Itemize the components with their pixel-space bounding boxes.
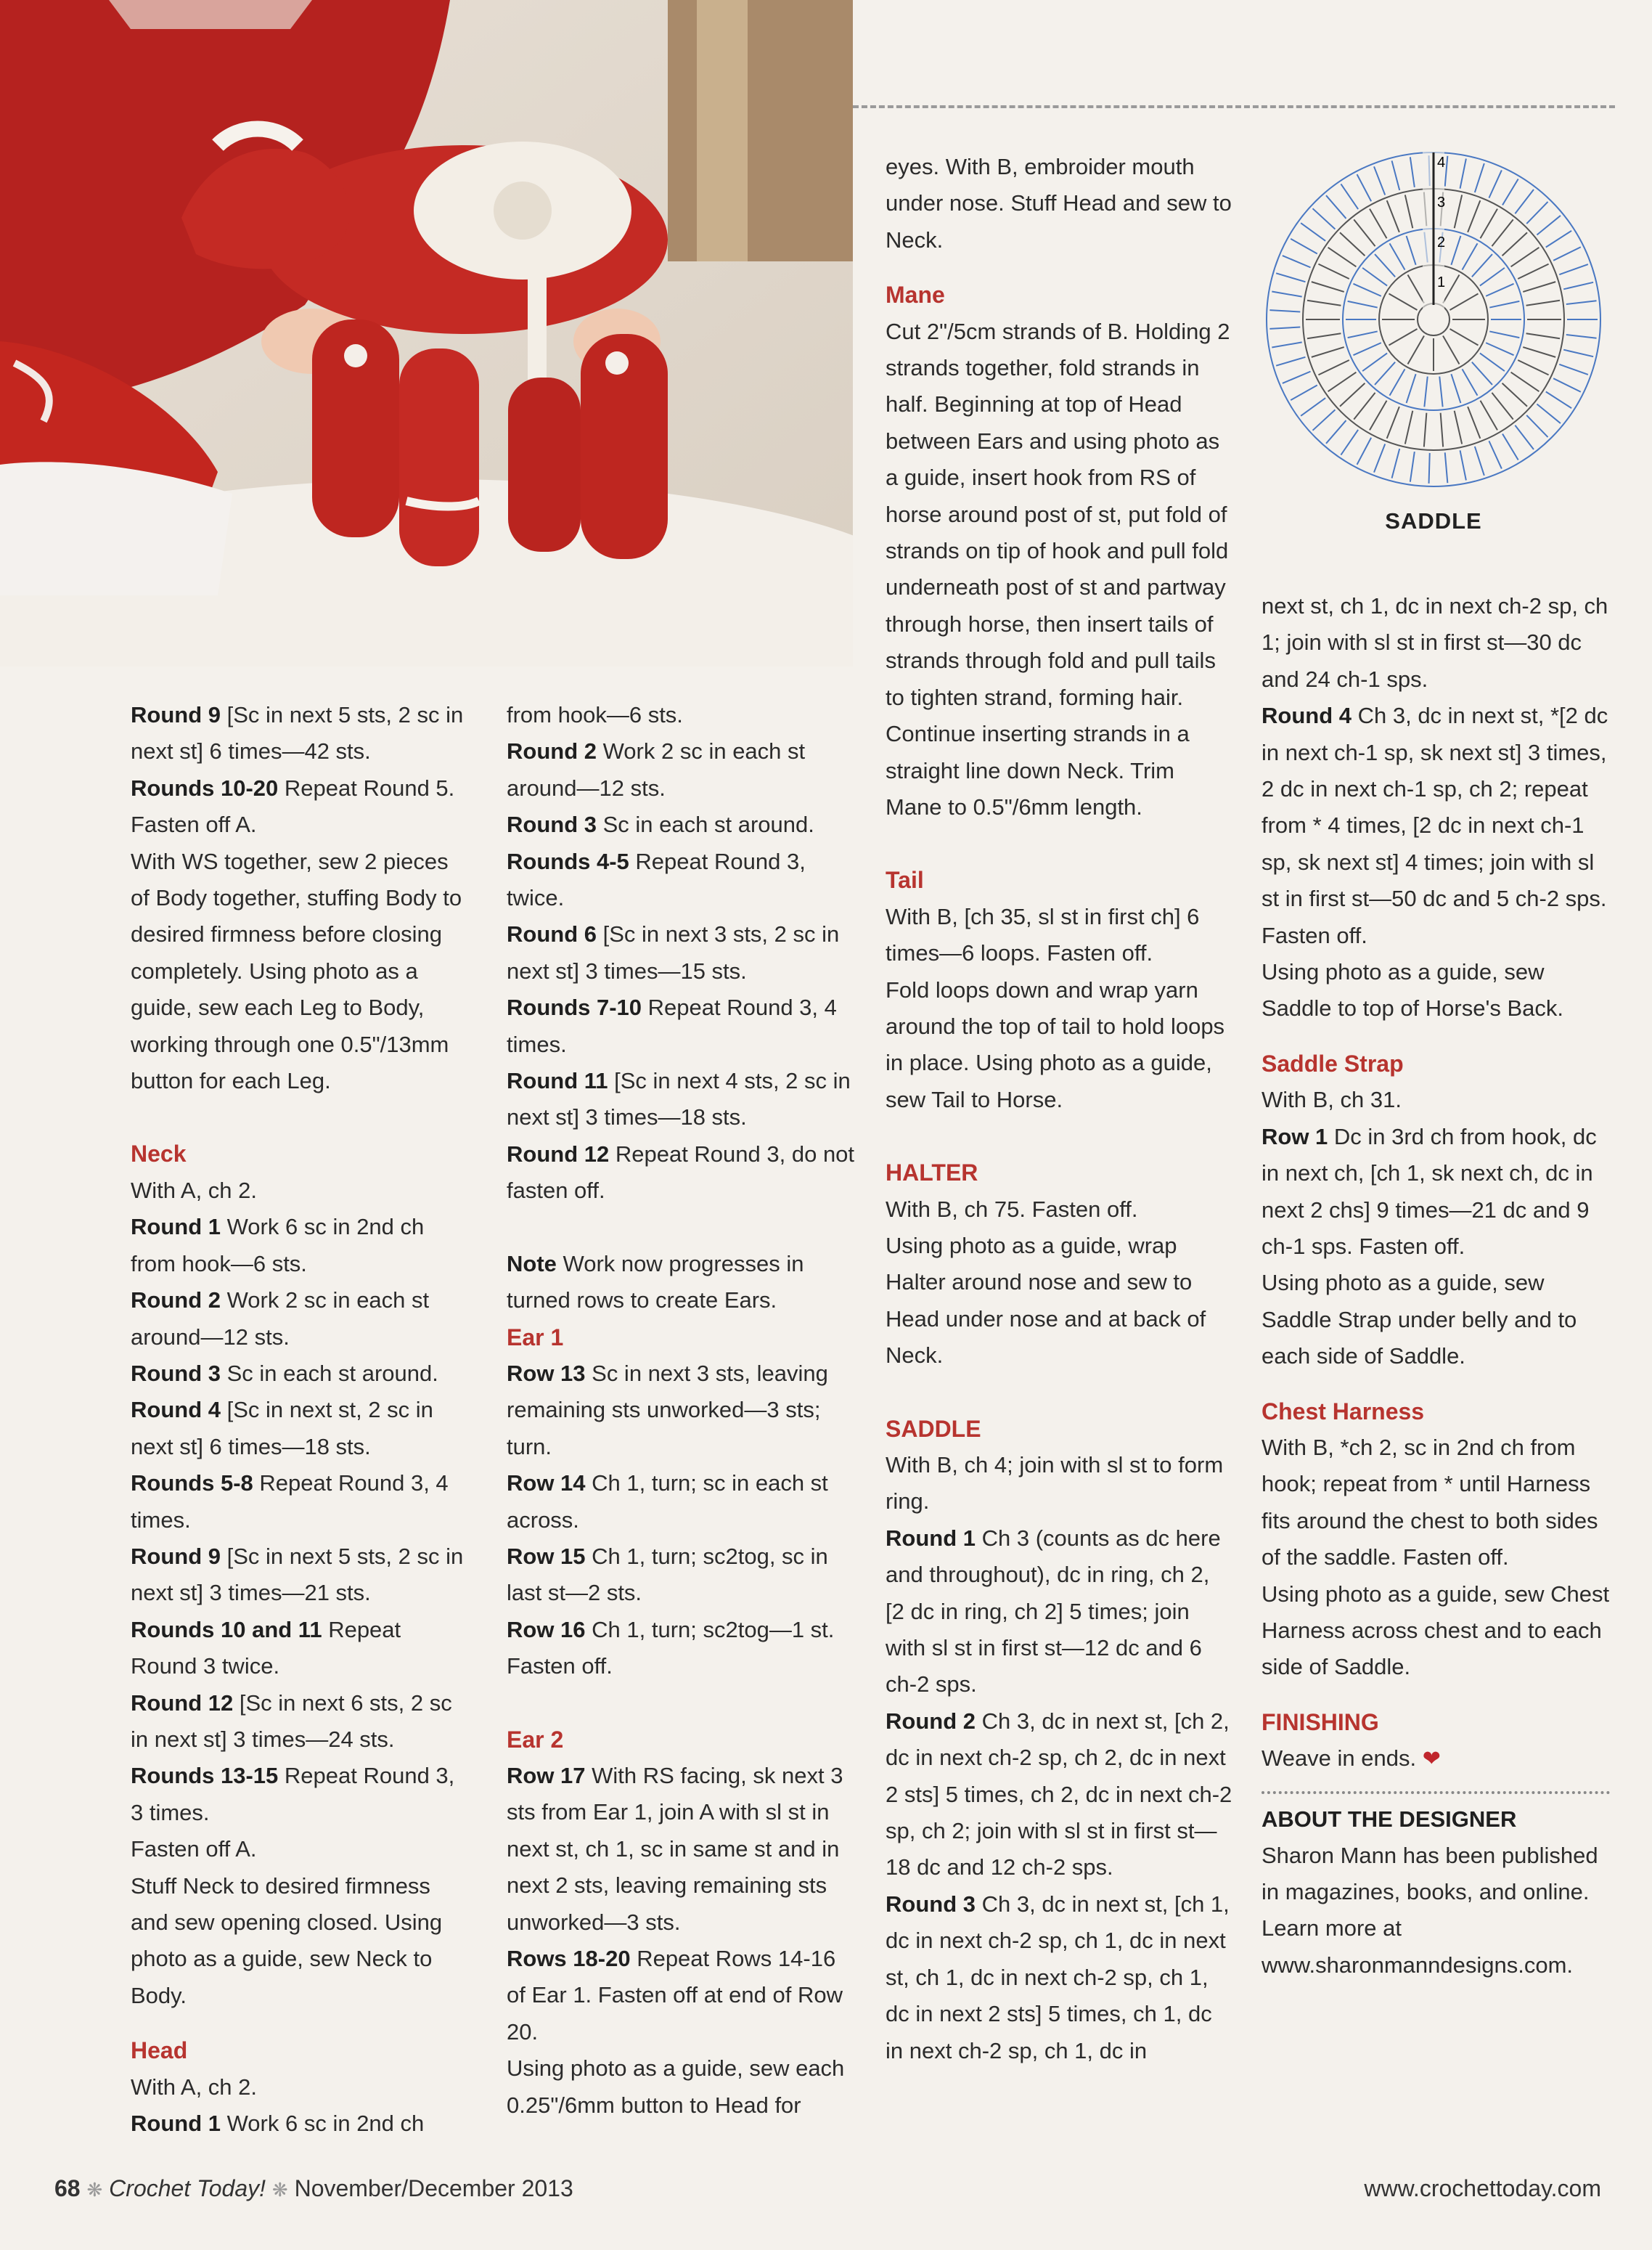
- row-text: Ch 1, turn; sc in each st across.: [507, 1470, 828, 1533]
- stitch-mark: [1318, 264, 1349, 279]
- section-heading-finishing: FINISHING: [1262, 1708, 1379, 1735]
- paragraph: Using photo as a guide, sew Saddle Strap under belly and to each side of Saddle.: [1262, 1270, 1577, 1369]
- paragraph: [507, 1465, 855, 1538]
- stitch-mark: [1443, 336, 1460, 364]
- stitch-mark: [1392, 449, 1400, 478]
- stitch-mark: [1357, 174, 1372, 201]
- stitch-mark: [1326, 420, 1346, 444]
- stitch-mark: [1348, 301, 1378, 308]
- round-text: Ch 3, dc in next st, *[2 dc in next ch-1 sp, sk next st] 3 times, 2 dc in next ch-1 sp, ch 2; repeat from * 4 times, [2 dc in next ch-1 sp, sk next st] 4 times; join with sl st in first st—50 dc and 5 ch-2 sps.: [1262, 703, 1608, 912]
- stitch-mark: [1272, 342, 1301, 347]
- round-label: Round 12: [131, 1689, 234, 1716]
- round-label: Round 9: [131, 1543, 221, 1569]
- stitch-mark: [1389, 294, 1418, 311]
- stitch-mark: [1370, 401, 1387, 431]
- stitch-mark: [1429, 453, 1430, 484]
- stitch-mark: [1390, 243, 1405, 269]
- paragraph: [131, 770, 472, 844]
- paragraph: Using photo as a guide, sew Chest Harness across chest and to each side of Saddle.: [1262, 1581, 1610, 1680]
- round-text: [Sc in next 6 sts, 2 sc in next st] 3 times—24 sts.: [131, 1689, 452, 1752]
- paragraph: [131, 1465, 472, 1538]
- stitch-mark: [1460, 159, 1466, 189]
- stitch-mark: [1553, 247, 1581, 261]
- stitch-mark: [1272, 291, 1301, 296]
- stitch-mark: [1455, 195, 1462, 228]
- stitch-mark: [1546, 231, 1571, 248]
- stitch-mark: [1375, 254, 1395, 277]
- stitch-mark: [1307, 333, 1341, 338]
- round-text: Sc in each st around.: [221, 1360, 438, 1386]
- paragraph: [507, 1758, 855, 1941]
- stitch-mark: [1392, 160, 1400, 190]
- stitch-mark: [1354, 393, 1375, 420]
- row-text: Ch 1, turn; sc2tog—1 st. Fasten off.: [507, 1616, 835, 1679]
- paragraph: Fold loops down and wrap yarn around the top of tail to hold loops in place. Using photo as a guide, sew Tail to Horse.: [886, 977, 1225, 1112]
- note-text: Work now progresses in turned rows to create Ears.: [507, 1250, 804, 1313]
- row-label: Row 15: [507, 1543, 586, 1569]
- about-designer-text: Sharon Mann has been published in magazines, books, and online. Learn more at www.sharonmanndesigns.com.: [1262, 1842, 1598, 1978]
- round-text: Work 2 sc in each st around—12 sts.: [507, 738, 806, 801]
- column-1: [131, 697, 472, 2142]
- stitch-mark: [1489, 331, 1519, 338]
- stitch-mark: [1312, 347, 1344, 357]
- horse-photo: [0, 0, 853, 667]
- paragraph: [507, 1136, 855, 1210]
- divider: [1262, 1791, 1610, 1794]
- paragraph: [886, 1703, 1234, 1886]
- stitch-mark: [1291, 385, 1317, 400]
- round-text: Repeat Round 3, do not fasten off.: [507, 1141, 855, 1204]
- stitch-mark: [1451, 374, 1460, 403]
- row-text: With RS facing, sk next 3 sts from Ear 1, join A with sl st in next st, ch 1, sc in same st and in next 2 sts, leaving remaining sts unworked—3 sts.: [507, 1762, 843, 1935]
- stitch-mark: [1341, 184, 1358, 209]
- stitch-mark: [1387, 200, 1399, 232]
- round-text: Work 6 sc in 2nd ch from hook—6 sts.: [131, 1214, 425, 1276]
- paragraph: [131, 1758, 472, 1831]
- stitch-mark: [1374, 166, 1385, 195]
- round-number-4: 4: [1437, 155, 1446, 171]
- about-designer-heading: ABOUT THE DESIGNER: [1262, 1806, 1517, 1832]
- round-text: [Sc in next 5 sts, 2 sc in next st] 3 times—21 sts.: [131, 1543, 464, 1606]
- stitch-mark: [1439, 377, 1442, 407]
- round-label: Round 1: [131, 1214, 221, 1240]
- stitch-mark: [1523, 282, 1555, 292]
- stitch-mark: [1410, 157, 1415, 187]
- round-number-1: 1: [1437, 274, 1446, 290]
- row-label: Row 13: [507, 1360, 586, 1386]
- section-heading-tail: Tail: [886, 867, 924, 894]
- paragraph: [131, 1209, 472, 1282]
- round-text: Repeat Round 3, 4 times.: [131, 1470, 449, 1533]
- stitch-mark: [1502, 232, 1527, 256]
- paragraph: [507, 1246, 855, 1319]
- stitch-mark: [1480, 353, 1505, 371]
- paragraph: [886, 1520, 1234, 1703]
- stitch-mark: [1340, 383, 1365, 407]
- stitch-mark: [1408, 275, 1425, 303]
- stitch-mark: [1276, 273, 1305, 282]
- round-text: [Sc in next 5 sts, 2 sc in next st] 6 times—42 sts.: [131, 702, 464, 765]
- round-label: Rounds 4-5: [507, 848, 629, 874]
- round-label: Rounds 10-20: [131, 775, 279, 801]
- paragraph: With B, ch 31.: [1262, 1087, 1402, 1113]
- stitch-mark: [1326, 195, 1346, 219]
- paragraph: [131, 1685, 472, 1758]
- stitch-mark: [1559, 264, 1588, 274]
- paragraph: Cut 2"/5cm strands of B. Holding 2 strands together, fold strands in half. Beginning at top of Head between Ears and using photo as a guide, insert hook from RS of horse around post of st, put fold of strands on tip of hook and pull fold underneath post of st and partway through horse, then insert tails of strands through fold and pull tails to tighten strand, forming hair. Continue inserting strands in a straight line down Neck. Trim Mane to 0.5"/6mm length.: [886, 318, 1230, 820]
- row-label: Row 17: [507, 1762, 586, 1788]
- paragraph: With A, ch 2.: [131, 2074, 258, 2100]
- stitch-mark: [1502, 434, 1518, 460]
- stitch-mark: [1450, 329, 1479, 346]
- paragraph: [1262, 1119, 1610, 1265]
- paragraph: [886, 1886, 1234, 2069]
- stitch-mark: [1475, 447, 1484, 476]
- stitch-mark: [1362, 353, 1387, 371]
- stitch-mark: [1451, 236, 1460, 265]
- stitch-mark: [1407, 236, 1416, 265]
- stitch-mark: [1463, 243, 1478, 269]
- paragraph: [507, 990, 855, 1063]
- round-text: Repeat Round 3, 3 times.: [131, 1763, 455, 1825]
- stitch-mark: [1353, 284, 1381, 296]
- stitch-mark: [1481, 401, 1498, 431]
- paragraph: [507, 1612, 855, 1685]
- paragraph: [131, 1356, 472, 1392]
- paragraph: With B, ch 75. Fasten off.: [886, 1196, 1138, 1222]
- section-heading-mane: Mane: [886, 282, 945, 309]
- magazine-name: Crochet Today!: [109, 2175, 266, 2201]
- section-heading-ear-2: Ear 2: [507, 1726, 564, 1753]
- stitch-mark: [1526, 301, 1560, 306]
- stitch-mark: [1566, 335, 1597, 338]
- paragraph: Using photo as a guide, sew each 0.25"/6mm button to Head for: [507, 2055, 845, 2118]
- round-label: Rounds 5-8: [131, 1470, 253, 1496]
- stitch-mark: [1389, 329, 1418, 346]
- stitch-mark: [1276, 357, 1305, 366]
- stitch-mark: [1566, 301, 1597, 304]
- stitch-mark: [1283, 256, 1311, 267]
- stitch-mark: [1563, 282, 1593, 290]
- stitch-mark: [1445, 156, 1448, 187]
- heart-icon: ❤: [1422, 1747, 1441, 1772]
- paragraph: [1262, 698, 1610, 917]
- stitch-mark: [1312, 409, 1335, 430]
- stitch-mark: [1407, 374, 1416, 403]
- stitch-mark: [1390, 369, 1405, 395]
- stitch-mark: [1511, 372, 1539, 391]
- paragraph: Fasten off.: [1262, 922, 1367, 948]
- row-text: Sc in next 3 sts, leaving remaining sts unworked—3 sts; turn.: [507, 1360, 828, 1459]
- stitch-mark: [1283, 372, 1311, 383]
- stitch-mark: [1523, 347, 1555, 357]
- stitch-mark: [1328, 248, 1357, 266]
- section-heading-saddle-strap: Saddle Strap: [1262, 1050, 1404, 1077]
- stitch-mark: [1387, 407, 1399, 439]
- round-text: [Sc in next 4 sts, 2 sc in next st] 3 times—18 sts.: [507, 1068, 851, 1130]
- section-divider: [853, 105, 1615, 108]
- finishing-text: Weave in ends.: [1262, 1745, 1417, 1772]
- round-label: Round 4: [1262, 703, 1352, 729]
- round-label: Round 11: [507, 1068, 608, 1094]
- stitch-mark: [1445, 452, 1448, 483]
- stitch-mark: [1518, 360, 1548, 375]
- section-heading-head: Head: [131, 2037, 188, 2064]
- paragraph: Using photo as a guide, wrap Halter around nose and sew to Head under nose and at back of Neck.: [886, 1232, 1206, 1369]
- stitch-mark: [1340, 232, 1365, 256]
- footer-left: [54, 2175, 573, 2202]
- paragraph: Using photo as a guide, sew Saddle to top of Horse's Back.: [1262, 959, 1564, 1022]
- stitch-mark: [1492, 219, 1513, 246]
- saddle-diagram: [1263, 138, 1604, 545]
- stitch-mark: [1511, 248, 1539, 266]
- paragraph: With B, *ch 2, sc in 2nd ch from hook; repeat from * until Harness fits around the chest to both sides of the saddle. Fasten off.: [1262, 1434, 1598, 1570]
- round-label: Round 2: [131, 1287, 221, 1313]
- paragraph: [507, 916, 855, 990]
- row-label: Row 1: [1262, 1123, 1328, 1149]
- round-text: Work 6 sc in 2nd ch: [221, 2111, 425, 2137]
- stitch-mark: [1362, 268, 1387, 286]
- round-label: Round 9: [131, 702, 221, 727]
- row-label: Rows 18-20: [507, 1946, 631, 1971]
- paragraph: [131, 1282, 472, 1356]
- stitch-mark: [1553, 378, 1581, 392]
- paragraph: [507, 1356, 855, 1465]
- section-heading-saddle: SADDLE: [886, 1415, 981, 1442]
- round-number-2: 2: [1437, 235, 1446, 250]
- stitch-mark: [1537, 404, 1561, 423]
- paragraph: Fasten off A.: [131, 1836, 257, 1862]
- round-label: Round 2: [507, 738, 597, 765]
- round-number-3: 3: [1437, 195, 1446, 211]
- paragraph: Stuff Neck to desired firmness and sew opening closed. Using photo as a guide, sew Neck to Body.: [131, 1872, 443, 2008]
- stitch-mark: [1502, 179, 1518, 205]
- stitch-mark: [1526, 333, 1560, 338]
- paragraph: With WS together, sew 2 pieces of Body together, stuffing Body to desired firmness before closing completely. Using photo as a guide, sew each Leg to Body, working through one 0.5"/13mm button for each Leg.: [131, 848, 462, 1094]
- section-heading-halter: HALTER: [886, 1159, 978, 1186]
- stitch-mark: [1450, 294, 1479, 311]
- stitch-mark: [1354, 219, 1375, 246]
- paragraph: [1262, 1740, 1610, 1777]
- paragraph: [507, 733, 855, 807]
- paragraph: from hook—6 sts.: [507, 702, 683, 727]
- saddle-chart-graphic: [1263, 138, 1604, 501]
- stitch-mark: [1348, 331, 1378, 338]
- column-2: [507, 697, 855, 2124]
- stitch-mark: [1353, 343, 1381, 355]
- stitch-mark: [1475, 163, 1484, 192]
- stitch-mark: [1405, 411, 1412, 444]
- stitch-mark: [1408, 336, 1425, 364]
- stitch-mark: [1301, 398, 1325, 416]
- round-text: Work 2 sc in each st around—12 sts.: [131, 1287, 430, 1350]
- round-text: Repeat Round 3, 4 times.: [507, 995, 837, 1057]
- section-heading-neck: Neck: [131, 1141, 187, 1167]
- round-text: Ch 3 (counts as dc here and throughout), dc in ring, ch 2, [2 dc in ring, ch 2] 5 times; join with sl st in first st—12 dc and 6 ch-2 sps.: [886, 1525, 1221, 1697]
- row-label: Row 16: [507, 1616, 586, 1642]
- round-text: Repeat Round 3 twice.: [131, 1616, 401, 1679]
- paragraph: [131, 1538, 472, 1612]
- stitch-mark: [1269, 310, 1300, 311]
- paragraph: eyes. With B, embroider mouth under nose. Stuff Head and sew to Neck.: [886, 154, 1232, 253]
- round-text: Repeat Round 3, twice.: [507, 848, 806, 911]
- round-label: Round 3: [507, 812, 597, 838]
- stitch-mark: [1526, 202, 1547, 224]
- paragraph: [131, 1392, 472, 1465]
- stitch-mark: [1374, 444, 1385, 472]
- stitch-mark: [1559, 364, 1588, 375]
- page-number: 68: [54, 2175, 81, 2201]
- round-label: Rounds 10 and 11: [131, 1616, 322, 1642]
- stitch-mark: [1502, 383, 1527, 407]
- stitch-mark: [1463, 369, 1478, 395]
- paragraph: With B, [ch 35, sl st in first ch] 6 times—6 loops. Fasten off.: [886, 903, 1200, 966]
- round-label: Round 4: [131, 1397, 221, 1423]
- paragraph: With A, ch 2.: [131, 1177, 258, 1203]
- stitch-mark: [1269, 327, 1300, 329]
- stitch-mark: [1312, 282, 1344, 292]
- stitch-mark: [1480, 268, 1505, 286]
- dot-icon: ❋: [271, 2179, 288, 2201]
- stitch-mark: [1486, 284, 1513, 296]
- column-3: [886, 149, 1234, 2069]
- round-label: Round 3: [131, 1360, 221, 1386]
- stitch-mark: [1410, 452, 1415, 482]
- issue-date: November/December 2013: [294, 2175, 573, 2201]
- stitch-mark: [1405, 195, 1412, 228]
- stitch-mark: [1489, 441, 1501, 468]
- stitch-mark: [1526, 415, 1547, 437]
- stitch-mark: [1518, 264, 1548, 279]
- stitch-mark: [1481, 209, 1498, 239]
- stitch-mark: [1492, 393, 1513, 420]
- stitch-mark: [1455, 411, 1462, 444]
- stitch-mark: [1441, 413, 1444, 447]
- row-text: Ch 1, turn; sc2tog, sc in last st—2 sts.: [507, 1543, 828, 1606]
- paragraph: With B, ch 4; join with sl st to form ring.: [886, 1452, 1224, 1515]
- round-label: Rounds 7-10: [507, 995, 642, 1021]
- stitch-mark: [1546, 391, 1571, 408]
- stitch-mark: [1370, 209, 1387, 239]
- round-text: [Sc in next st, 2 sc in next st] 6 times—18 sts.: [131, 1397, 433, 1459]
- paragraph: [507, 1538, 855, 1612]
- paragraph: [131, 2106, 472, 2142]
- stitch-mark: [1563, 350, 1593, 357]
- round-label: Round 12: [507, 1141, 610, 1167]
- stitch-mark: [1424, 413, 1427, 447]
- stitch-mark: [1424, 377, 1427, 407]
- stitch-mark: [1443, 275, 1460, 303]
- row-text: Repeat Rows 14-16 of Ear 1. Fasten off at end of Row 20.: [507, 1946, 843, 2045]
- dot-icon: ❋: [86, 2179, 103, 2201]
- stitch-mark: [1515, 425, 1534, 449]
- paragraph: [507, 1941, 855, 2050]
- stitch-mark: [1489, 170, 1501, 197]
- stitch-mark: [1291, 239, 1317, 254]
- stitch-mark: [1489, 301, 1519, 308]
- stitch-mark: [1460, 450, 1466, 480]
- stitch-mark: [1375, 362, 1395, 385]
- stitch-mark: [1318, 360, 1349, 375]
- round-text: Ch 3, dc in next st, [ch 1, dc in next ch-2 sp, ch 1, dc in next st, ch 1, dc in next ch-2 sp, ch 1, dc in next 2 sts] 5 times, ch 1, dc in next ch-2 sp, ch 1, dc in: [886, 1891, 1230, 2063]
- stitch-mark: [1341, 430, 1358, 455]
- row-text: Dc in 3rd ch from hook, dc in next ch, [ch 1, sk next ch, dc in next 2 chs] 9 times—21 dc and 9 ch-1 sps. Fasten off.: [1262, 1123, 1597, 1259]
- round-text: [Sc in next 3 sts, 2 sc in next st] 3 times—15 sts.: [507, 921, 840, 984]
- round-label: Round 1: [886, 1525, 976, 1551]
- note-label: Note: [507, 1250, 557, 1276]
- round-label: Round 2: [886, 1708, 976, 1734]
- section-heading-ear-1: Ear 1: [507, 1324, 564, 1350]
- stitch-mark: [1515, 189, 1534, 213]
- column-4: [1262, 588, 1610, 1984]
- round-text: Sc in each st around.: [597, 812, 814, 838]
- diagram-label: SADDLE: [1385, 508, 1482, 534]
- round-label: Rounds 13-15: [131, 1763, 279, 1789]
- stitch-mark: [1486, 343, 1513, 355]
- paragraph: [131, 697, 472, 770]
- stitch-mark: [1312, 208, 1335, 229]
- round-label: Round 3: [886, 1891, 976, 1917]
- round-text: Ch 3, dc in next st, [ch 2, dc in next ch-2 sp, ch 2, dc in next 2 sts] 5 times, ch 2, dc in next ch-2 sp, ch 2; join with sl st in first st—18 dc and 12 ch-2 sps.: [886, 1708, 1232, 1880]
- stitch-mark: [1537, 216, 1561, 235]
- paragraph: [507, 1063, 855, 1136]
- stitch-mark: [1301, 223, 1325, 241]
- round-label: Round 6: [507, 921, 597, 947]
- row-label: Row 14: [507, 1470, 586, 1496]
- round-text: Repeat Round 5. Fasten off A.: [131, 775, 455, 838]
- stitch-mark: [1468, 407, 1480, 439]
- stitch-mark: [1328, 372, 1357, 391]
- paragraph: [507, 844, 855, 917]
- round-label: Round 1: [131, 2111, 221, 2137]
- section-heading-chest-harness: Chest Harness: [1262, 1398, 1425, 1424]
- footer-url[interactable]: www.crochettoday.com: [1364, 2175, 1601, 2201]
- stitch-mark: [1307, 301, 1341, 306]
- paragraph: next st, ch 1, dc in next ch-2 sp, ch 1; join with sl st in first st—30 dc and 24 ch-1 sps.: [1262, 593, 1608, 692]
- stitch-mark: [1472, 362, 1492, 385]
- paragraph: [507, 807, 855, 843]
- stitch-mark: [1357, 438, 1372, 465]
- stitch-mark: [1472, 254, 1492, 277]
- paragraph: [131, 1612, 472, 1685]
- stitch-mark: [1468, 200, 1480, 232]
